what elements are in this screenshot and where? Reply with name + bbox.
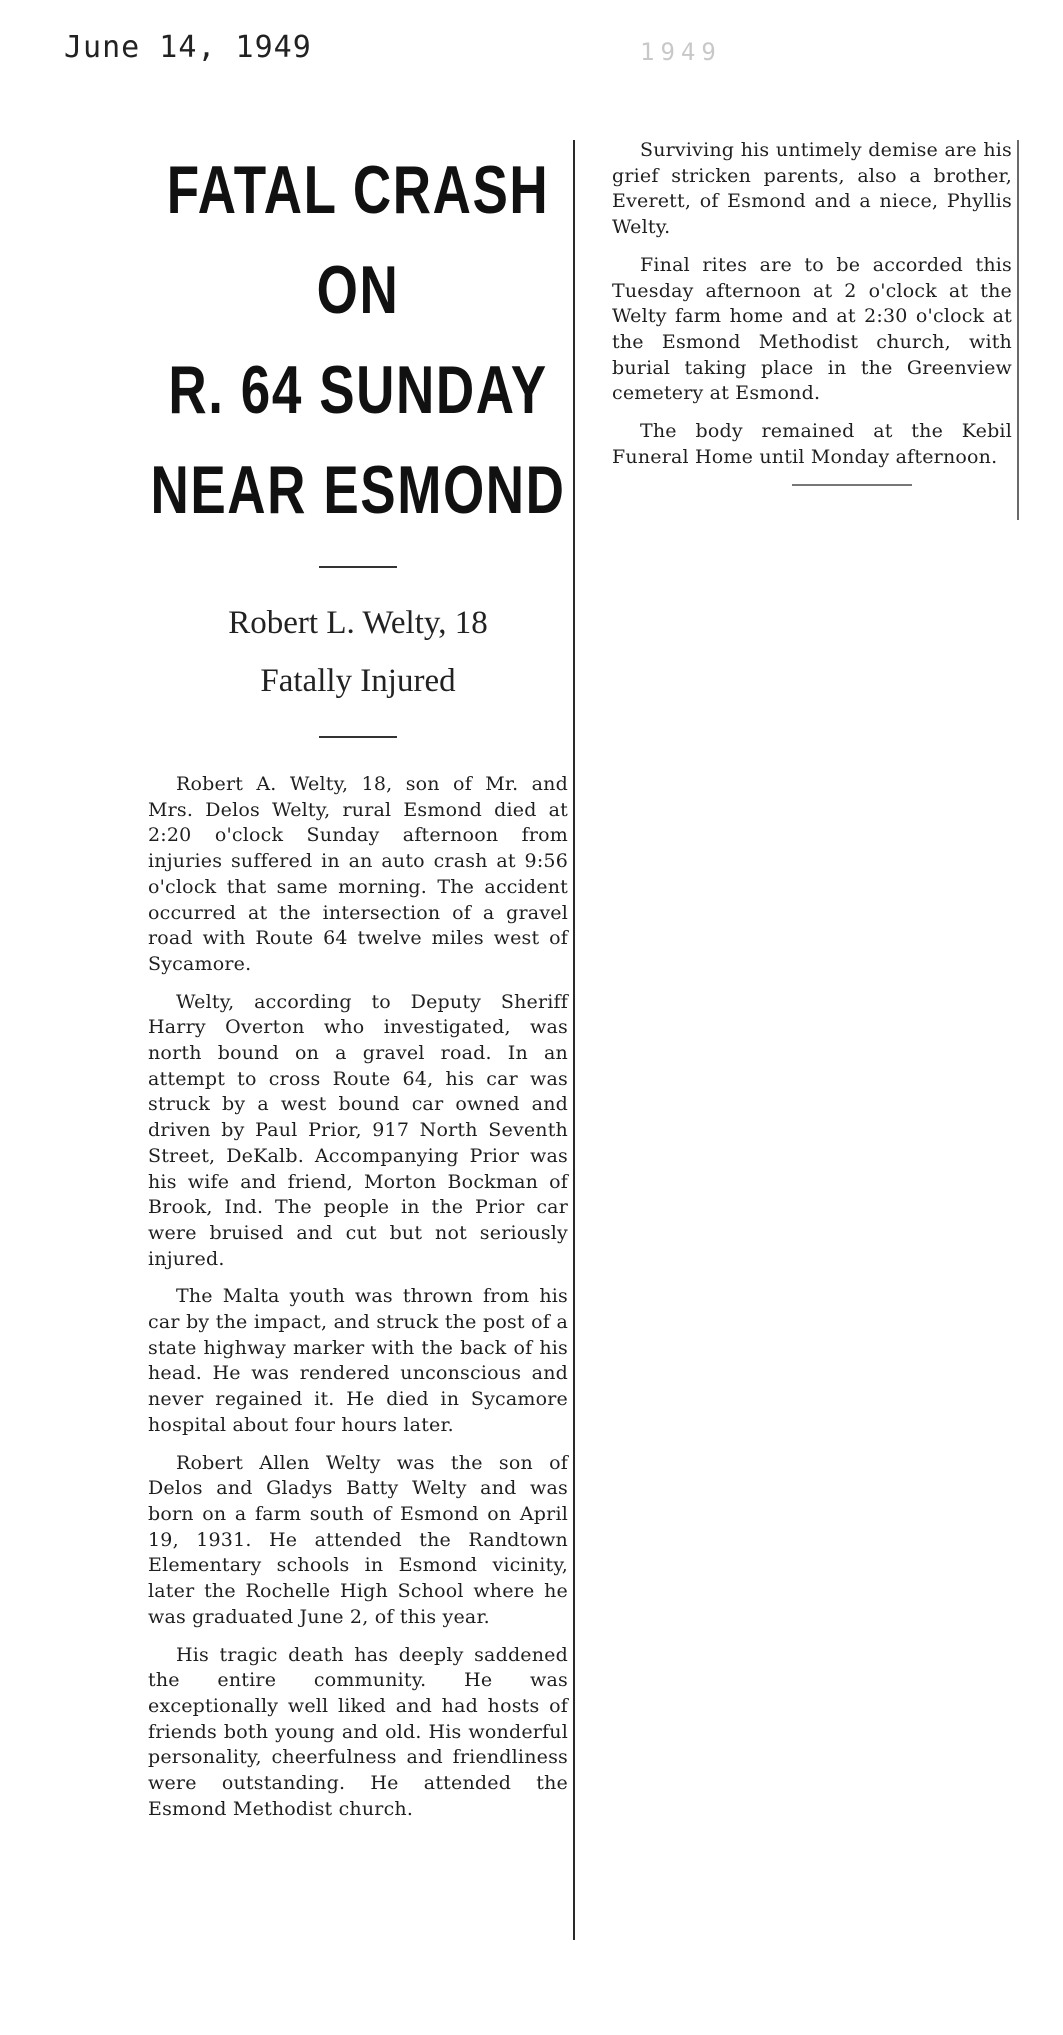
- article-column-right: [612, 138, 1012, 486]
- article-paragraph: The body remained at the Kebil Funeral Home until Monday afternoon.: [612, 420, 1012, 468]
- faded-date-stamp: 1949: [640, 38, 722, 66]
- column-rule: [573, 140, 575, 1940]
- article-paragraph: Surviving his untimely demise are his grief stricken parents, also a brother, Everett, of Esmond and a niece, Phyllis Welty.: [612, 139, 1012, 239]
- headline-line-3: NEAR ESMOND: [150, 452, 566, 528]
- article-paragraph: Final rites are to be accorded this Tuesday afternoon at 2 o'clock at the Welty farm home and at 2:30 o'clock at the Esmond Methodist church, with burial taking place in the Greenview cemetery at Esmond.: [612, 253, 1012, 405]
- article-paragraph: The Malta youth was thrown from his car by the impact, and struck the post of a state highway marker with the back of his head. He was rendered unconscious and never regained it. He died in Sycamore hospital about four hours later.: [148, 1285, 568, 1436]
- subhead-line-1: Robert L. Welty, 18: [228, 605, 488, 641]
- article-paragraph: Welty, according to Deputy Sheriff Harry Overton who investigated, was north bound on a gravel road. In an attempt to cross Route 64, his car was struck by a west bound car owned and driven by Paul Prior, 917 North Seventh Street, DeKalb. Accompanying Prior was his wife and friend, Morton Bockman of Brook, Ind. The people in the Prior car were bruised and cut but not seriously injured.: [148, 990, 568, 1270]
- article-end-rule: [792, 484, 912, 486]
- article-paragraph: Robert A. Welty, 18, son of Mr. and Mrs. Delos Welty, rural Esmond died at 2:20 o'clock Sunday afternoon from injuries suffered in an auto crash at 9:56 o'clock that same morning. The accident occurred at the intersection of a gravel road with Route 64 twelve miles west of Sycamore.: [148, 773, 568, 975]
- article-column-left: [148, 140, 568, 1834]
- subhead-divider: [319, 736, 397, 738]
- subhead-line-2: Fatally Injured: [260, 663, 456, 699]
- article-paragraph: His tragic death has deeply saddened the entire community. He was exceptionally well liked and had hosts of friends both young and old. His wonderful personality, cheerfulness and friendliness were outstanding. He attended the Esmond Methodist church.: [148, 1643, 568, 1820]
- article-paragraph: Robert Allen Welty was the son of Delos and Gladys Batty Welty and was born on a farm south of Esmond on April 19, 1931. He attended the Randtown Elementary schools in Esmond vicinity, later the Rochelle High School where he was graduated June 2, of this year.: [148, 1451, 568, 1628]
- clipping-date: June 14, 1949: [64, 30, 312, 65]
- headline-divider: [319, 566, 397, 568]
- headline-line-2: R. 64 SUNDAY: [168, 352, 548, 428]
- column-rule-right: [1017, 140, 1019, 520]
- headline-line-1: FATAL CRASH ON: [166, 152, 550, 328]
